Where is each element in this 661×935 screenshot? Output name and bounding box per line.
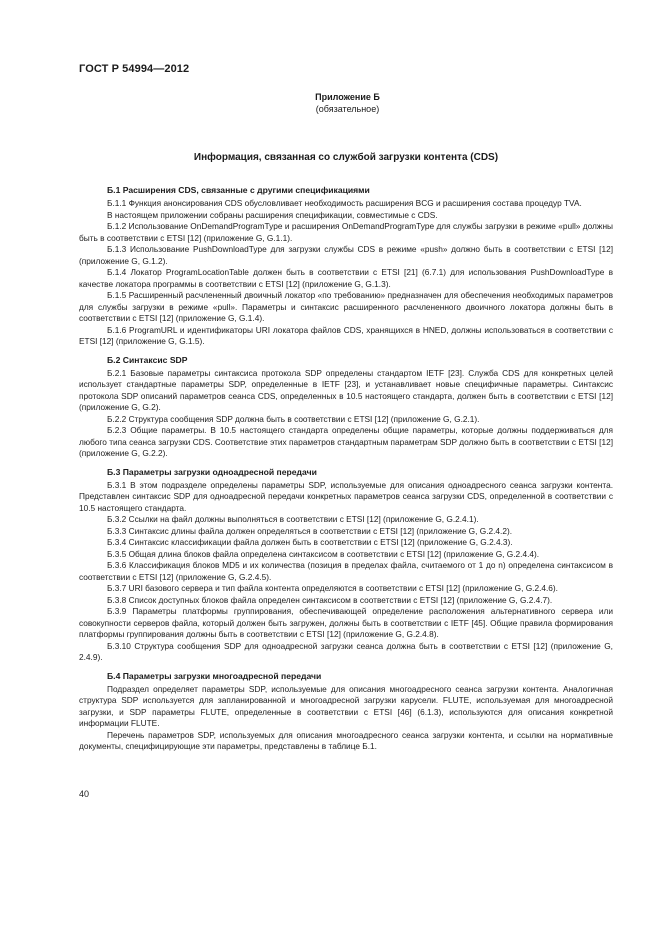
paragraph: Б.3.6 Классификация блоков MD5 и их количества (позиция в пределах файла, считаемого от 1 до n) определена синтаксисом в соответствии с ETSI [12] (приложение G, G.2.4.5). [79,560,613,582]
section-heading: Б.4 Параметры загрузки многоадресной передачи [107,670,322,681]
paragraph: Б.3.8 Список доступных блоков файла определен синтаксисом в соответствии с ETSI [12] (приложение G, G.2.4.7). [107,594,553,605]
paragraph: Б.3.5 Общая длина блоков файла определена синтаксисом в соответствии с ETSI [12] (приложение G, G.2.4.4). [107,548,540,559]
paragraph: Б.3.3 Синтаксис длины файла должен определяться в соответствии с ETSI [12] (приложение G, G.2.4.2). [107,525,513,536]
paragraph: Б.3.4 Синтаксис классификации файла должен быть в соответствии с ETSI [12] (приложение G, G.2.4.3). [107,537,513,547]
appendix-subtitle: (обязательное) [315,104,380,114]
paragraph: Б.1.2 Использование OnDemandProgramType и расширения OnDemandProgramType для службы загрузки в режиме «pull» должны быть в соответствии с ETSI [12] (приложение G, G.1.1). [79,221,613,243]
appendix-label [0,91,661,115]
section-heading: Б.2 Синтаксис SDP [107,354,188,365]
paragraph: Б.3.9 Параметры платформы группирования, обеспечивающей определение расположения альтернативного сервера или совокупности серверов файла, который должен быть загружен, должны быть в соответствии с IETF [45]. Общие правила формирования платформы группирования должны быть в соответствии с ETSI [12] (приложение G, G.2.4.8). [79,606,613,639]
document-title: Информация, связанная со службой загрузки контента (CDS) [193,152,499,163]
paragraph: Б.1.1 Функция анонсирования CDS обусловливает необходимость расширения BCG и расширения состава процедур TVA. [107,198,582,208]
document-body [79,184,613,753]
paragraph: Б.1.6 ProgramURL и идентификаторы URI локатора файлов CDS, хранящихся в HNED, должны использоваться в соответствии с ETSI [12] (приложение G, G.1.5). [79,324,613,346]
paragraph: Б.1.4 Локатор ProgramLocationTable должен быть в соответствии с ETSI [21] (6.7.1) для использования PushDownloadType в качестве локатора программы в соответствии с ETSI [12] (приложение G, G.1.3). [79,267,613,289]
paragraph: Б.2.1 Базовые параметры синтаксиса протокола SDP определены стандартом IETF [23]. Служба CDS для конкретных целей использует стандартные параметры SDP, определенные в IETF [23], и устанавливает новые специфичные параметры. Синтаксис протокола SDP описаний параметров сеанса CDS, определенных в 10.5 настоящего стандарта, должен быть в соответствии с ETSI [12] (приложение G, G.2). [79,367,613,412]
standard-header: ГОСТ Р 54994—2012 [79,63,190,75]
paragraph: Б.3.2 Ссылки на файл должны выполняться в соответствии с ETSI [12] (приложение G, G.2.4.1). [107,514,479,524]
section-heading: Б.3 Параметры загрузки одноадресной передачи [107,466,317,477]
paragraph: Перечень параметров SDP, используемых для описания многоадресного сеанса загрузки контента, и ссылки на нормативные документы, специфицирующие эти параметры, представлены в таблице Б.1. [79,729,613,751]
paragraph: В настоящем приложении собраны расширения спецификации, совместимые с CDS. [107,209,438,220]
appendix-title: Приложение Б [315,92,380,102]
page-number: 40 [79,789,90,799]
paragraph: Б.3.10 Структура сообщения SDP для одноадресной загрузки сеанса должна быть в соответствии с ETSI [12] (приложение G, 2.4.9). [79,640,613,662]
paragraph: Б.1.5 Расширенный расчлененный двоичный локатор «по требованию» предназначен для обеспечения необходимых параметров для службы загрузки в режиме «pull». Параметры и синтаксис расширенного расчлененного двоичного локатора должны быть в соответствии с ETSI [12] (приложение G, G.1.4). [79,290,613,323]
section-heading: Б.1 Расширения CDS, связанные с другими спецификациями [107,185,370,195]
paragraph: Б.3.7 URI базового сервера и тип файла контента определяются в соответствии с ETSI [12] (приложение G, G.2.4.6). [107,583,558,593]
paragraph: Б.1.3 Использование PushDownloadType для загрузки службы CDS в режиме «push» должно быть в соответствии с ETSI [12] (приложение G, G.1.2). [79,244,613,266]
paragraph: Б.2.3 Общие параметры. В 10.5 настоящего стандарта определены общие параметры, которые должны поддерживаться для любого типа сеанса загрузки CDS. Соответствие этих параметров стандартным параметрам SDP должно быть в соответствии с ETSI [12] (приложение G, G.2.2). [79,425,613,458]
paragraph: Подраздел определяет параметры SDP, используемые для описания многоадресного сеанса загрузки контента. Аналогичная структура SDP используется для запланированной и многоадресной загрузки карусели. FLUTE, используемая для многоадресной загрузки, и SDP параметры FLUTE, определенные в соответствии с ETSI [46] (6.1.3), используются для описания конкретной информации FLUTE. [79,683,613,728]
paragraph: Б.3.1 В этом подразделе определены параметры SDP, используемые для описания одноадресного сеанса загрузки контента. Представлен синтаксис SDP для одноадресной передачи конкретных параметров сеанса загрузки CDS, определенной в соответствии с 10.5 настоящего стандарта. [79,479,613,513]
paragraph: Б.2.2 Структура сообщения SDP должна быть в соответствии с ETSI [12] (приложение G, G.2.1). [107,413,480,424]
